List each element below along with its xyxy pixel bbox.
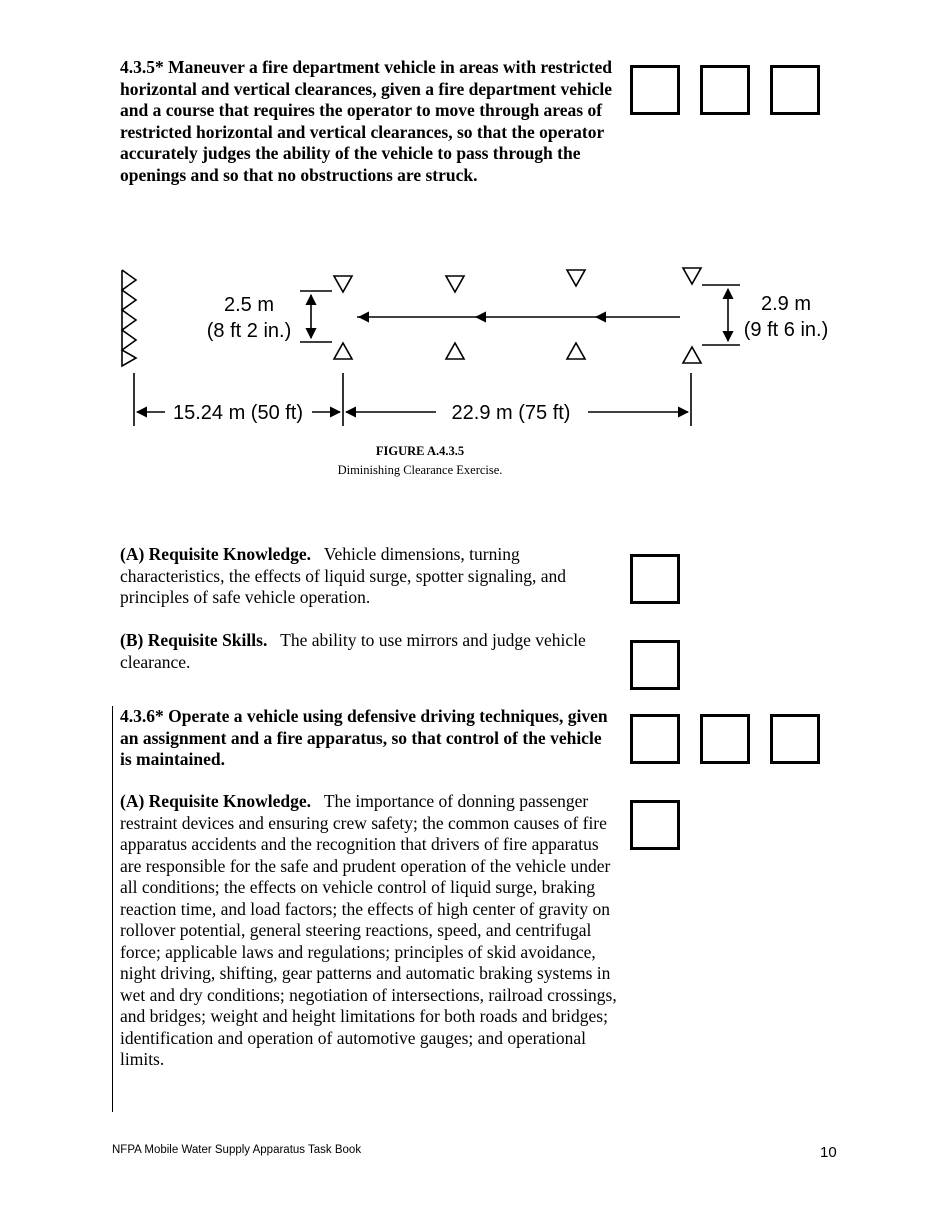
barrier-zigzag bbox=[122, 270, 136, 366]
signoff-box-4[interactable] bbox=[630, 714, 680, 764]
requisite-skills-lead: (B) Requisite Skills. bbox=[120, 630, 268, 650]
requisite-knowledge-4-3-5 bbox=[120, 544, 615, 609]
requisite-knowledge-lead: (A) Requisite Knowledge. bbox=[120, 544, 312, 564]
requisite-knowledge-text: Vehicle dimensions, turning characteristics, the effects of liquid surge, spotter signaling, and principles of safe vehicle operation. bbox=[120, 544, 566, 607]
signoff-box-skills-4-3-5[interactable] bbox=[630, 640, 680, 690]
change-bar bbox=[112, 706, 113, 1112]
figure-label: FIGURE A.4.3.5 bbox=[375, 444, 465, 458]
cone-top bbox=[446, 276, 464, 292]
dist-1-label: 15.24 m (50 ft) bbox=[172, 402, 304, 424]
dist-2-label: 22.9 m (75 ft) bbox=[451, 402, 571, 424]
cone-bottom bbox=[334, 343, 352, 359]
page-number: 10 bbox=[820, 1144, 837, 1161]
requisite-knowledge-4-3-6 bbox=[120, 791, 618, 1071]
figure-caption: Diminishing Clearance Exercise. bbox=[337, 463, 503, 477]
cone-top bbox=[334, 276, 352, 292]
signoff-box-6[interactable] bbox=[770, 714, 820, 764]
signoff-box-knowledge-4-3-5[interactable] bbox=[630, 554, 680, 604]
footer-title: NFPA Mobile Water Supply Apparatus Task Book bbox=[112, 1144, 362, 1156]
cone-bottom bbox=[683, 347, 701, 363]
requisite-knowledge-lead: (A) Requisite Knowledge. bbox=[120, 791, 312, 811]
cone-top bbox=[567, 270, 585, 286]
clearance-diagram bbox=[0, 0, 950, 440]
left-dim-imperial: (8 ft 2 in.) bbox=[206, 320, 292, 342]
requisite-skills-4-3-5 bbox=[120, 630, 615, 673]
section-4-3-6-heading: 4.3.6* Operate a vehicle using defensive driving techniques, given an assignment and a fire apparatus, so that control of the vehicle is maintained. bbox=[120, 706, 608, 769]
signoff-box-5[interactable] bbox=[700, 714, 750, 764]
cone-bottom bbox=[446, 343, 464, 359]
left-dim-metric: 2.5 m bbox=[223, 294, 275, 316]
requisite-skills-text: The ability to use mirrors and judge vehicle clearance. bbox=[120, 630, 586, 672]
cone-bottom bbox=[567, 343, 585, 359]
right-dim-metric: 2.9 m bbox=[760, 293, 812, 315]
cone-top bbox=[683, 268, 701, 284]
signoff-box-knowledge-4-3-6[interactable] bbox=[630, 800, 680, 850]
section-4-3-5-heading: 4.3.5* Maneuver a fire department vehicle in areas with restricted horizontal and vertical clearances, given a fire department vehicle and a course that requires the operator to move through areas of restricted horizontal and vertical clearances, so that the operator accurately judges the ability of the vehicle to pass through the openings and so that no obstructions are struck. bbox=[120, 57, 613, 185]
right-dim-imperial: (9 ft 6 in.) bbox=[743, 319, 829, 341]
requisite-knowledge-text: The importance of donning passenger restraint devices and ensuring crew safety; the common causes of fire apparatus accidents and the recognition that drivers of fire apparatus are responsible for the safe and prudent operation of the vehicle under all conditions; the effects on vehicle control of liquid surge, braking reaction time, and load factors; the effects of high center of gravity on rollover potential, general steering reactions, speed, and centrifugal force; applicable laws and regulations; principles of skid avoidance, night driving, shifting, gear patterns and automatic braking systems in wet and dry conditions; negotiation of intersections, railroad crossings, and bridges; weight and height limitations for both roads and bridges; identification and operation of automotive gauges; and operational limits. bbox=[120, 791, 617, 1069]
